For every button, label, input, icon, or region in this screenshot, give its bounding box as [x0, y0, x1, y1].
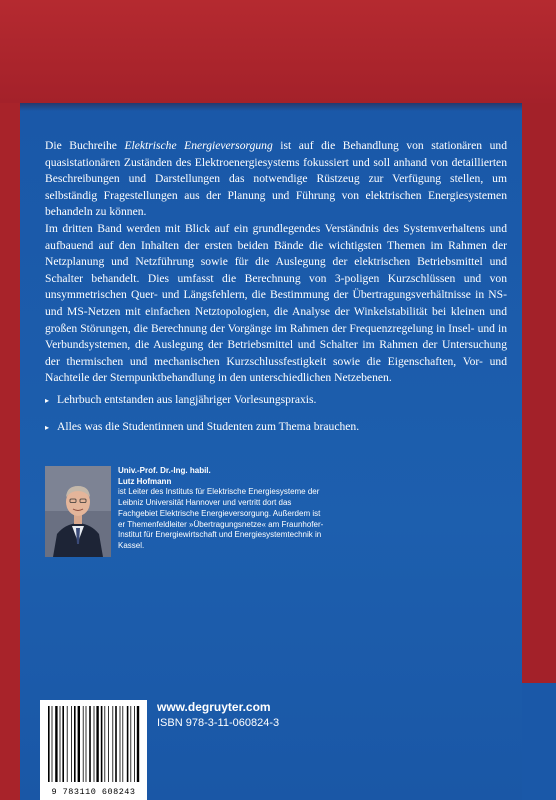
panel-shadow — [20, 103, 522, 111]
feature-bullets — [45, 392, 515, 445]
description — [45, 138, 507, 387]
isbn: ISBN 978-3-11-060824-3 — [157, 717, 280, 729]
author-info — [118, 466, 328, 552]
bullet-item — [45, 392, 515, 410]
bullet-item — [45, 419, 515, 437]
top-red-band — [0, 0, 556, 103]
series-title: Elektrische Energieversorgung — [124, 139, 273, 152]
publisher-url: www.degruyter.com — [157, 700, 271, 714]
triangle-bullet-icon: ▸ — [45, 422, 50, 432]
barcode-icon — [40, 700, 147, 786]
author-portrait-image — [45, 466, 111, 557]
author-title: Univ.-Prof. Dr.-Ing. habil. — [118, 466, 211, 475]
barcode — [40, 700, 147, 800]
bullet-text: Alles was die Studentinnen und Studenten zum Thema brauchen. — [57, 419, 360, 433]
description-paragraph-1 — [45, 138, 507, 221]
bullet-text: Lehrbuch entstanden aus langjähriger Vorlesungspraxis. — [57, 393, 317, 406]
description-intro: Die Buchreihe — [45, 139, 125, 152]
description-paragraph-2: Im dritten Band werden mit Blick auf ein grundlegendes Verständnis des Systemverhaltens und aufbauend auf den Inhalten der ersten beiden Bände die wichtigsten Themen im Rahmen der Netzplanung und Netzführung sowie für die Auslegung der elektrischen Betriebsmittel und Schalter behandelt. Dies umfasst die Berechnung von 3-poligen Kurzschlüssen und von unsymmetrischen Quer- und Längsfehlern, die Bestimmung der Übertragungsverhältnisse in NS- und MS-Netzen mit einfachen Netztopologien, die Analyse der Winkelstabilität bei kleinen und großen Störungen, die Berechnung der Vorgänge im Rahmen der Frequenzregelung in Insel- und in Verbundsystemen, die Auslegung der Betriebsmittel und Schalter im Rahmen der Untersuchung der thermischen und mechanischen Kurzschlussfestigkeit sowie die Eigenschaften, Vor- und Nachteile der Sternpunktbehandlung in den unterschiedlichen Netzebenen. — [45, 221, 507, 385]
author-name: Lutz Hofmann — [118, 476, 172, 486]
barcode-digits: 9 783110 608243 — [51, 787, 136, 797]
right-blue-band — [522, 683, 556, 800]
right-red-band — [522, 103, 556, 683]
author-photo — [45, 466, 111, 557]
left-red-band — [0, 103, 20, 800]
description-intro-rest: ist auf die Behandlung von stationären und quasistationären Zuständen des Elektroenergiesystems fokussiert und soll anhand von detaillierten Beschreibungen und Darstellungen das notwendige Rüstzeug zur Verfügung stellen, um selbständig Fragestellungen aus der Planung und Führung von elektrischen Energiesystemen behandeln zu können. — [45, 139, 508, 219]
triangle-bullet-icon: ▸ — [45, 396, 50, 405]
author-bio: ist Leiter des Instituts für Elektrische Energiesysteme der Leibniz Universität Hannover und vertritt dort das Fachgebiet Elektrische Energieversorgung. Außerdem ist er Themenfeldleiter »Übertragungsnetze« am Fraunhofer-Institut für Energiewirtschaft und Energiesystemtechnik in Kassel. — [118, 487, 324, 550]
